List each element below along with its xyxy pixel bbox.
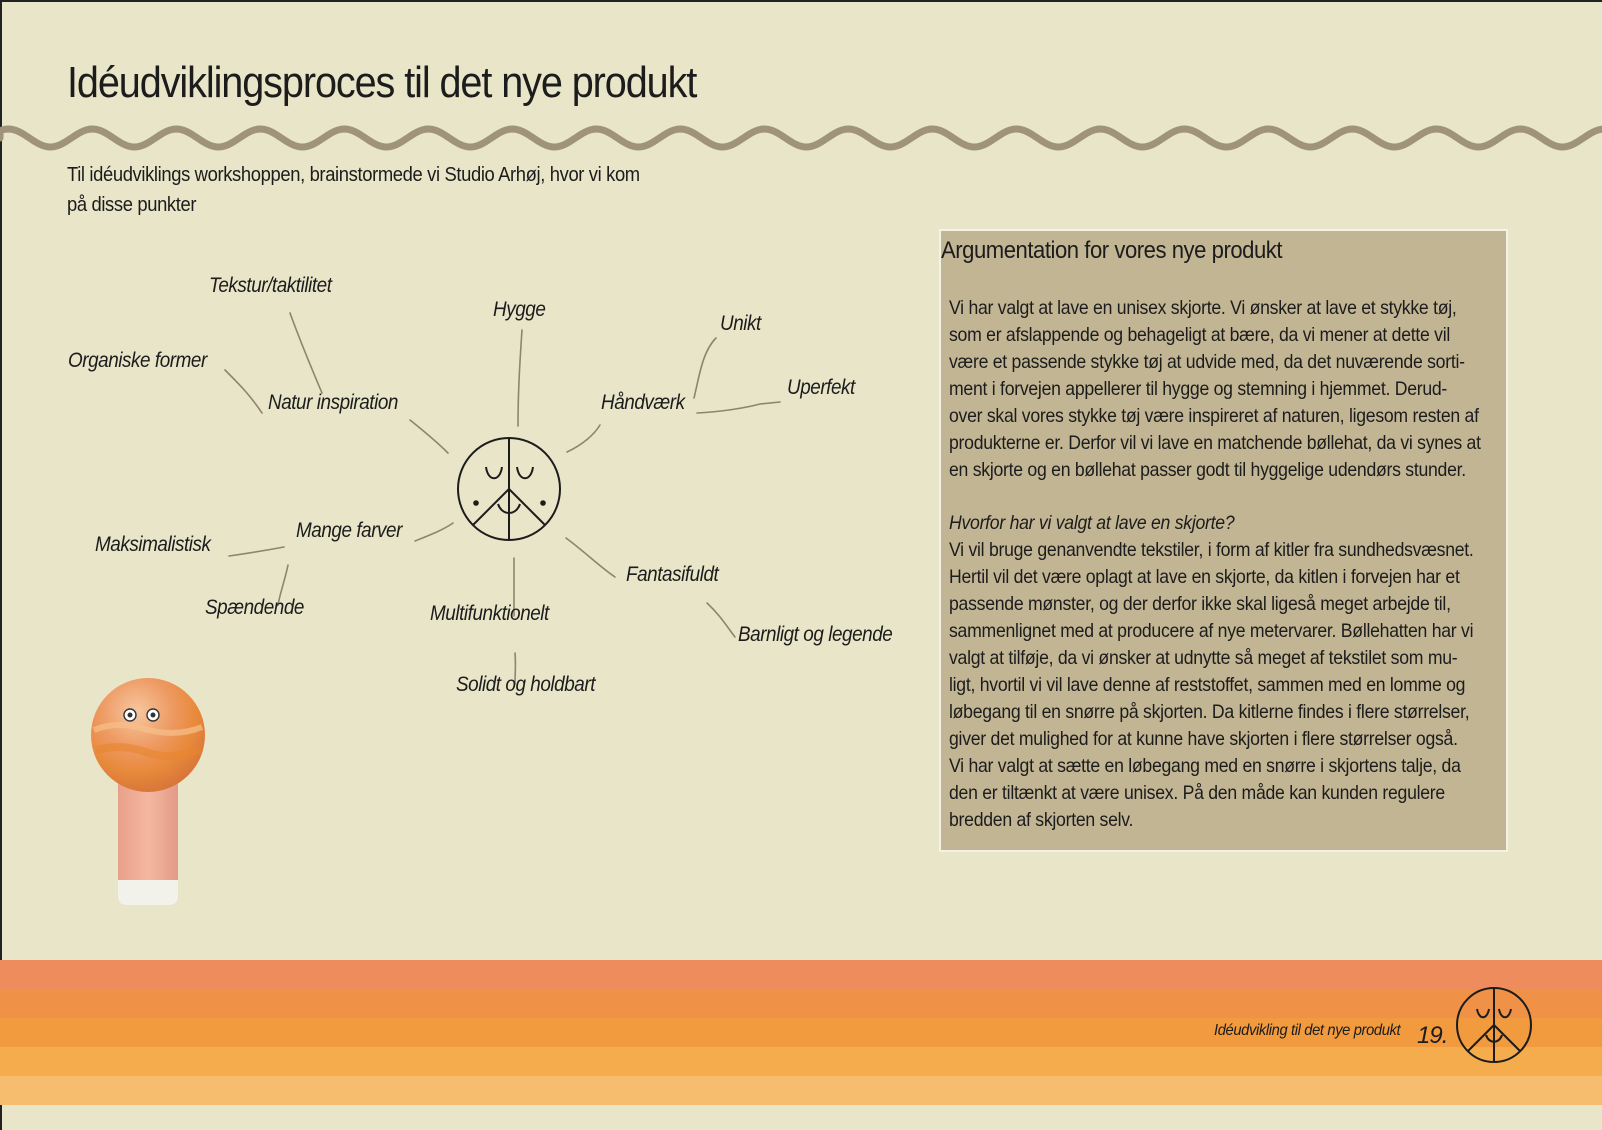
- paragraph-line: over skal vores stykke tøj være inspireret af naturen, ligesom resten af: [949, 405, 1479, 427]
- paragraph-line: som er afslappende og behageligt at bære, da vi mener at dette vil: [949, 324, 1451, 346]
- panel-title: Argumentation for vores nye produkt: [941, 237, 1283, 264]
- mindmap-node-spaendende: Spændende: [205, 596, 304, 619]
- mindmap-node-maksimalistisk: Maksimalistisk: [95, 533, 211, 556]
- mindmap-node-barnligt: Barnligt og legende: [738, 623, 893, 646]
- paragraph-line: Vi har valgt at sætte en løbegang med en snørre i skjortens talje, da: [949, 755, 1461, 777]
- mindmap-node-mange-farver: Mange farver: [296, 519, 402, 542]
- connector-line: [694, 338, 716, 398]
- paragraph-spacer: [949, 484, 1492, 510]
- connector-line: [566, 538, 615, 577]
- footer-section-label: Idéudvikling til det nye produkt: [1214, 1022, 1401, 1039]
- mindmap-node-fantasifuldt: Fantasifuldt: [626, 563, 719, 586]
- mindmap-node-handvaerk: Håndværk: [601, 391, 685, 414]
- paragraph-line: produkterne er. Derfor vil vi lave en matchende bøllehat, da vi synes at: [949, 432, 1481, 454]
- stripe: [0, 989, 1602, 1018]
- mindmap-node-unikt: Unikt: [720, 312, 761, 335]
- connector-line: [518, 330, 522, 426]
- paragraph-line: valgt at tilføje, da vi ønsker at udnytte så meget af tekstilet som mu-: [949, 647, 1458, 669]
- connector-line: [697, 402, 780, 413]
- paragraph-line: sammenlignet med at producere af nye metervarer. Bøllehatten har vi: [949, 620, 1474, 642]
- mindmap-node-organiske: Organiske former: [68, 349, 207, 372]
- mindmap-node-multifunktionelt: Multifunktionelt: [430, 602, 549, 625]
- mindmap-node-hygge: Hygge: [493, 298, 546, 321]
- stripe: [0, 1047, 1602, 1076]
- paragraph-line: bredden af skjorten selv.: [949, 809, 1134, 831]
- connector-line: [225, 370, 262, 413]
- paragraph-line: Vi vil bruge genanvendte tekstiler, i form af kitler fra sundhedsvæsnet.: [949, 539, 1474, 561]
- paragraph-line: ment i forvejen appellerer til hygge og stemning i hjemmet. Derud-: [949, 378, 1448, 400]
- intro-line: på disse punkter: [67, 194, 197, 216]
- mindmap-node-uperfekt: Uperfekt: [787, 376, 855, 399]
- stripe: [0, 960, 1602, 989]
- paragraph-line: giver det mulighed for at kunne have skjorten i flere størrelser også.: [949, 728, 1458, 750]
- paragraph-line: den er tiltænkt at være unisex. På den måde kan kunden regulere: [949, 782, 1445, 804]
- connector-line: [410, 420, 448, 453]
- connector-line: [415, 523, 453, 541]
- panel-body: [949, 295, 1492, 834]
- stripe: [0, 1076, 1602, 1105]
- connector-line: [290, 313, 322, 393]
- peace-face-icon: [1454, 985, 1534, 1065]
- argumentation-panel: [939, 229, 1508, 852]
- page-title: Idéudviklingsproces til det nye produkt: [67, 58, 697, 107]
- connector-line: [707, 603, 735, 637]
- mindmap-node-solidt: Solidt og holdbart: [456, 673, 596, 696]
- paragraph-line: passende mønster, og der derfor ikke skal ligeså meget arbejde til,: [949, 593, 1451, 615]
- connector-line: [567, 425, 600, 452]
- paragraph-line: Hertil vil det være oplagt at lave en skjorte, da kitlen i forvejen har et: [949, 566, 1460, 588]
- paragraph-line: være et passende stykke tøj at udvide med, da det nuværende sorti-: [949, 351, 1465, 373]
- paragraph-line: løbegang til en snørre på skjorten. Da kitlerne findes i flere størrelser,: [949, 701, 1470, 723]
- question-heading: Hvorfor har vi valgt at lave en skjorte?: [949, 512, 1235, 534]
- mindmap-node-tekstur: Tekstur/taktilitet: [209, 274, 332, 297]
- paragraph-line: en skjorte og en bøllehat passer godt til hyggelige udendørs stunder.: [949, 459, 1466, 481]
- intro-line: Til idéudviklings workshoppen, brainstormede vi Studio Arhøj, hvor vi kom: [67, 164, 640, 186]
- paragraph-line: Vi har valgt at lave en unisex skjorte. Vi ønsker at lave et stykke tøj,: [949, 297, 1457, 319]
- mindmap-node-natur: Natur inspiration: [268, 391, 398, 414]
- connector-line: [229, 547, 284, 556]
- page-number: 19.: [1417, 1022, 1448, 1049]
- peace-face-icon: [458, 438, 560, 540]
- paragraph-line: ligt, hvortil vi vil lave denne af reststoffet, sammen med en lomme og: [949, 674, 1466, 696]
- ceramic-figure-image: [78, 675, 218, 925]
